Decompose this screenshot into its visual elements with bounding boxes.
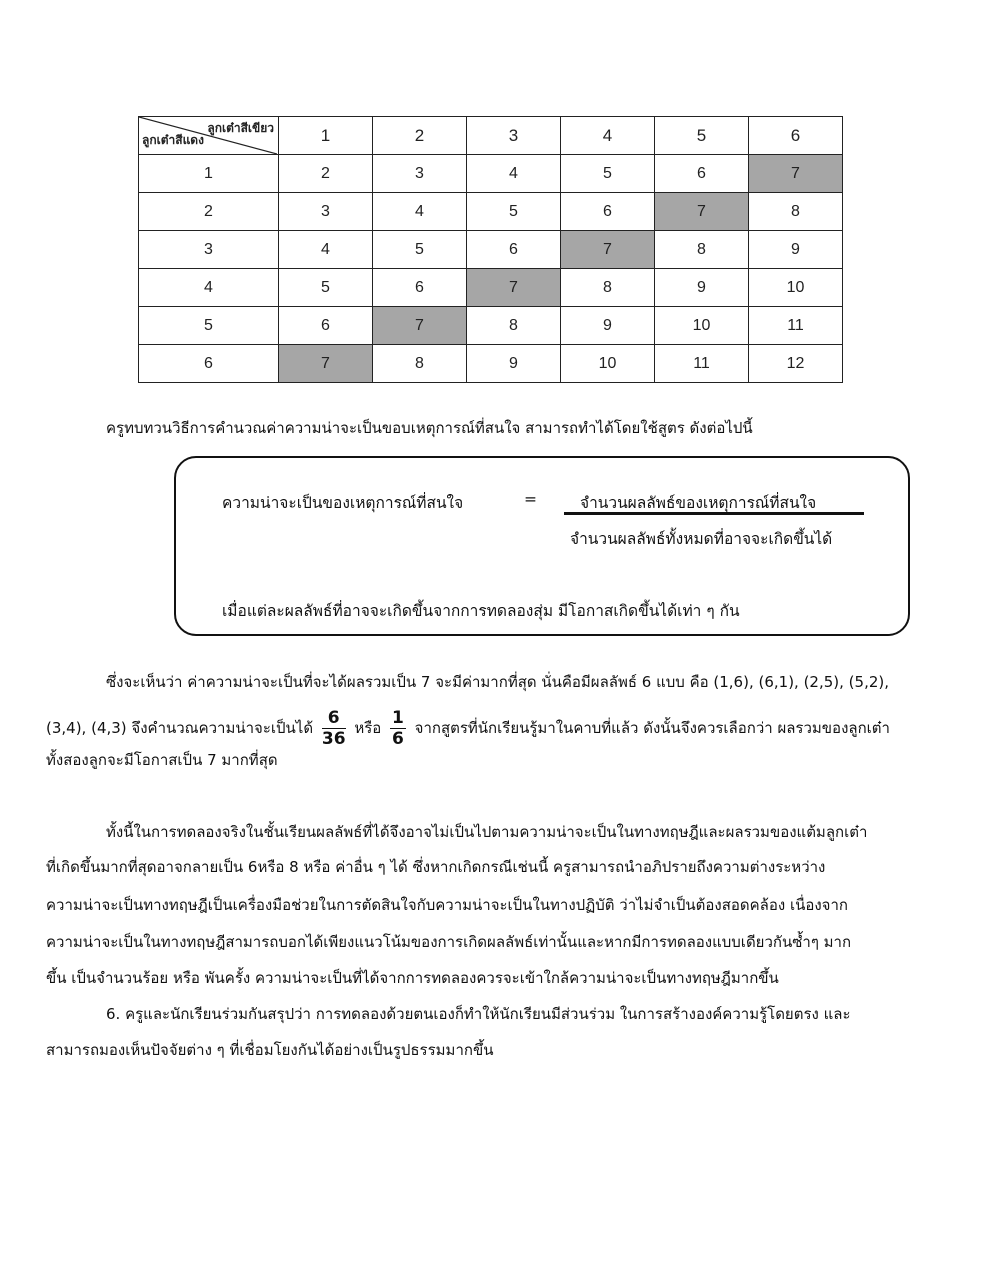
formula-box bbox=[174, 456, 910, 636]
col-header: 4 bbox=[561, 117, 655, 155]
table-cell: 10 bbox=[749, 269, 843, 307]
fraction-bar bbox=[564, 512, 864, 515]
row-header: 1 bbox=[139, 155, 279, 193]
table-cell-highlighted: 7 bbox=[655, 193, 749, 231]
table-cell: 6 bbox=[467, 231, 561, 269]
row-header: 3 bbox=[139, 231, 279, 269]
table-cell-highlighted: 7 bbox=[373, 307, 467, 345]
col-header: 5 bbox=[655, 117, 749, 155]
para1-line1: ซึ่งจะเห็นว่า ค่าความน่าจะเป็นที่จะได้ผลรวมเป็น 7 จะมีค่ามากที่สุด นั่นคือมีผลลัพธ์ 6 แบบ คือ (1,6), (6,1), (2,5), (5,2), bbox=[106, 673, 890, 691]
intro-text: ครูทบทวนวิธีการคำนวณค่าความน่าจะเป็นขอบเหตุการณ์ที่สนใจ สามารถทำได้โดยใช้สูตร ดังต่อไปนี้ bbox=[106, 419, 753, 437]
formula-numerator: จำนวนผลลัพธ์ของเหตุการณ์ที่สนใจ bbox=[580, 494, 817, 512]
row-header: 5 bbox=[139, 307, 279, 345]
table-cell: 11 bbox=[749, 307, 843, 345]
table-header-row bbox=[139, 117, 843, 155]
table-row bbox=[139, 345, 843, 383]
formula-denominator: จำนวนผลลัพธ์ทั้งหมดที่อาจจะเกิดขึ้นได้ bbox=[570, 530, 833, 548]
table-cell: 3 bbox=[373, 155, 467, 193]
table-cell: 12 bbox=[749, 345, 843, 383]
para3-line2: สามารถมองเห็นปัจจัยต่าง ๆ ที่เชื่อมโยงกันได้อย่างเป็นรูปธรรมมากขึ้น bbox=[46, 1041, 494, 1059]
table-cell: 8 bbox=[373, 345, 467, 383]
frac1-denominator: 36 bbox=[321, 729, 346, 749]
para2-line4: ความน่าจะเป็นในทางทฤษฎีสามารถบอกได้เพียงแนวโน้มของการเกิดผลลัพธ์เท่านั้นและหากมีการทดลองแบบเดียวกันซ้ำๆ มาก bbox=[46, 933, 852, 951]
fraction-1-6 bbox=[390, 708, 406, 749]
table-cell: 8 bbox=[655, 231, 749, 269]
para1-line3: ทั้งสองลูกจะมีโอกาสเป็น 7 มากที่สุด bbox=[46, 751, 278, 769]
table-cell-highlighted: 7 bbox=[279, 345, 373, 383]
table-cell: 4 bbox=[373, 193, 467, 231]
table-cell: 11 bbox=[655, 345, 749, 383]
table-cell: 8 bbox=[467, 307, 561, 345]
formula-lhs: ความน่าจะเป็นของเหตุการณ์ที่สนใจ bbox=[222, 494, 464, 512]
frac2-numerator: 1 bbox=[392, 708, 404, 728]
para1-line2-b: จากสูตรที่นักเรียนรู้มาในคาบที่แล้ว ดังนั้นจึงควรเลือกว่า ผลรวมของลูกเต๋า bbox=[414, 719, 890, 737]
dice-sum-table bbox=[138, 116, 843, 383]
table-cell: 9 bbox=[561, 307, 655, 345]
row-header: 4 bbox=[139, 269, 279, 307]
table-cell: 8 bbox=[749, 193, 843, 231]
table-cell: 6 bbox=[655, 155, 749, 193]
para2-line1: ทั้งนี้ในการทดลองจริงในชั้นเรียนผลลัพธ์ที่ได้จึงอาจไม่เป็นไปตามความน่าจะเป็นในทางทฤษฎีและผลรวมของแต้มลูกเต๋า bbox=[106, 823, 868, 841]
table-cell-highlighted: 7 bbox=[749, 155, 843, 193]
row-header: 2 bbox=[139, 193, 279, 231]
para1-line2-a: (3,4), (4,3) จึงคำนวณความน่าจะเป็นได้ bbox=[46, 719, 314, 737]
table-cell-highlighted: 7 bbox=[467, 269, 561, 307]
para1-line2 bbox=[46, 708, 890, 749]
para2-line2: ที่เกิดขึ้นมากที่สุดอาจกลายเป็น 6หรือ 8 หรือ ค่าอื่น ๆ ได้ ซึ่งหากเกิดกรณีเช่นนี้ ครูสามารถนำอภิปรายถึงความต่างระหว่าง bbox=[46, 858, 826, 876]
col-header: 2 bbox=[373, 117, 467, 155]
corner-label-red: ลูกเต๋าสีแดง bbox=[142, 133, 204, 147]
table-cell: 5 bbox=[373, 231, 467, 269]
table-corner-cell bbox=[139, 117, 279, 155]
row-header: 6 bbox=[139, 345, 279, 383]
table-cell: 4 bbox=[467, 155, 561, 193]
table-cell: 9 bbox=[467, 345, 561, 383]
formula-note: เมื่อแต่ละผลลัพธ์ที่อาจจะเกิดขึ้นจากการทดลองสุ่ม มีโอกาสเกิดขึ้นได้เท่า ๆ กัน bbox=[222, 602, 740, 620]
table-cell-highlighted: 7 bbox=[561, 231, 655, 269]
table-cell: 2 bbox=[279, 155, 373, 193]
table-cell: 10 bbox=[561, 345, 655, 383]
table-cell: 9 bbox=[749, 231, 843, 269]
table-row bbox=[139, 307, 843, 345]
formula-equals: = bbox=[524, 490, 537, 508]
table-cell: 5 bbox=[561, 155, 655, 193]
col-header: 6 bbox=[749, 117, 843, 155]
table-cell: 8 bbox=[561, 269, 655, 307]
para1-or: หรือ bbox=[354, 719, 382, 737]
para3-line1: 6. ครูและนักเรียนร่วมกันสรุปว่า การทดลองด้วยตนเองก็ทำให้นักเรียนมีส่วนร่วม ในการสร้างองค์ความรู้โดยตรง และ bbox=[106, 1005, 851, 1023]
frac2-denominator: 6 bbox=[392, 729, 404, 749]
fraction-6-36 bbox=[322, 708, 346, 749]
table-cell: 6 bbox=[561, 193, 655, 231]
table-cell: 5 bbox=[279, 269, 373, 307]
table-row bbox=[139, 231, 843, 269]
col-header: 1 bbox=[279, 117, 373, 155]
table-cell: 6 bbox=[279, 307, 373, 345]
col-header: 3 bbox=[467, 117, 561, 155]
table-row bbox=[139, 155, 843, 193]
table-cell: 4 bbox=[279, 231, 373, 269]
corner-label-green: ลูกเต๋าสีเขียว bbox=[207, 121, 274, 135]
frac1-numerator: 6 bbox=[322, 708, 346, 729]
para2-line3: ความน่าจะเป็นทางทฤษฎีเป็นเครื่องมือช่วยในการตัดสินใจกับความน่าจะเป็นในทางปฏิบัติ ว่าไม่จำเป็นต้องสอดคล้อง เนื่องจาก bbox=[46, 896, 848, 914]
table-row bbox=[139, 269, 843, 307]
table-row bbox=[139, 193, 843, 231]
table-cell: 5 bbox=[467, 193, 561, 231]
table-cell: 6 bbox=[373, 269, 467, 307]
table-cell: 10 bbox=[655, 307, 749, 345]
table-cell: 3 bbox=[279, 193, 373, 231]
table-cell: 9 bbox=[655, 269, 749, 307]
para2-line5: ขึ้น เป็นจำนวนร้อย หรือ พันครั้ง ความน่าจะเป็นที่ได้จากการทดลองควรจะเข้าใกล้ความน่าจะเป็นทางทฤษฎีมากขึ้น bbox=[46, 969, 779, 987]
